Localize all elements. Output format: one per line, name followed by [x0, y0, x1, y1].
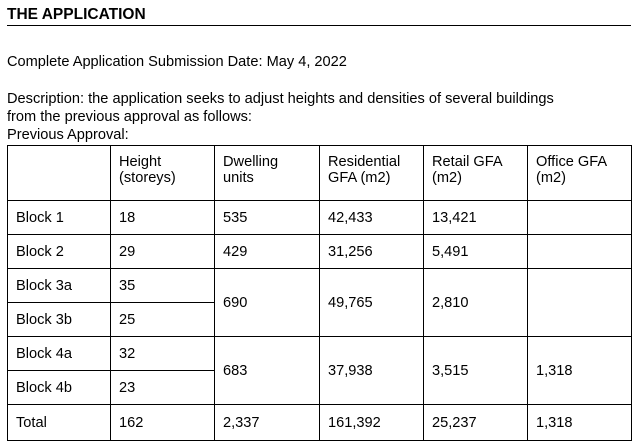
section-heading: THE APPLICATION [7, 5, 631, 26]
office-cell [528, 235, 632, 269]
table-total-row [8, 405, 632, 441]
table-row [8, 337, 632, 371]
office-cell: 1,318 [528, 405, 632, 441]
units-cell: 535 [215, 201, 320, 235]
residential-cell: 37,938 [320, 337, 424, 405]
retail-cell: 2,810 [424, 269, 528, 337]
row-label: Block 1 [8, 201, 111, 235]
header-retail-gfa: Retail GFA (m2) [424, 146, 528, 201]
height-cell: 32 [111, 337, 215, 371]
table-row [8, 269, 632, 303]
row-label: Block 3a [8, 269, 111, 303]
header-office-gfa: Office GFA (m2) [528, 146, 632, 201]
retail-cell: 13,421 [424, 201, 528, 235]
height-cell: 29 [111, 235, 215, 269]
table-header-row [8, 146, 632, 201]
row-label: Block 4a [8, 337, 111, 371]
previous-approval-label: Previous Approval: [7, 127, 129, 143]
retail-cell: 5,491 [424, 235, 528, 269]
units-cell: 429 [215, 235, 320, 269]
residential-cell: 31,256 [320, 235, 424, 269]
retail-cell: 25,237 [424, 405, 528, 441]
row-label: Block 3b [8, 303, 111, 337]
units-cell: 2,337 [215, 405, 320, 441]
height-cell: 162 [111, 405, 215, 441]
header-dwelling-units: Dwelling units [215, 146, 320, 201]
description-line-2: from the previous approval as follows: [7, 109, 252, 125]
residential-cell: 42,433 [320, 201, 424, 235]
row-label: Total [8, 405, 111, 441]
units-cell: 690 [215, 269, 320, 337]
height-cell: 35 [111, 269, 215, 303]
office-cell [528, 201, 632, 235]
height-cell: 18 [111, 201, 215, 235]
row-label: Block 2 [8, 235, 111, 269]
description-line-1: Description: the application seeks to adjust heights and densities of several buildings [7, 91, 554, 107]
row-label: Block 4b [8, 371, 111, 405]
table-row [8, 235, 632, 269]
submission-date-line: Complete Application Submission Date: May 4, 2022 [7, 54, 347, 70]
residential-cell: 49,765 [320, 269, 424, 337]
height-cell: 23 [111, 371, 215, 405]
header-residential-gfa: Residential GFA (m2) [320, 146, 424, 201]
units-cell: 683 [215, 337, 320, 405]
previous-approval-table [7, 145, 632, 441]
header-height: Height (storeys) [111, 146, 215, 201]
office-cell [528, 269, 632, 337]
residential-cell: 161,392 [320, 405, 424, 441]
height-cell: 25 [111, 303, 215, 337]
retail-cell: 3,515 [424, 337, 528, 405]
table-row [8, 201, 632, 235]
header-cell-empty [8, 146, 111, 201]
office-cell: 1,318 [528, 337, 632, 405]
